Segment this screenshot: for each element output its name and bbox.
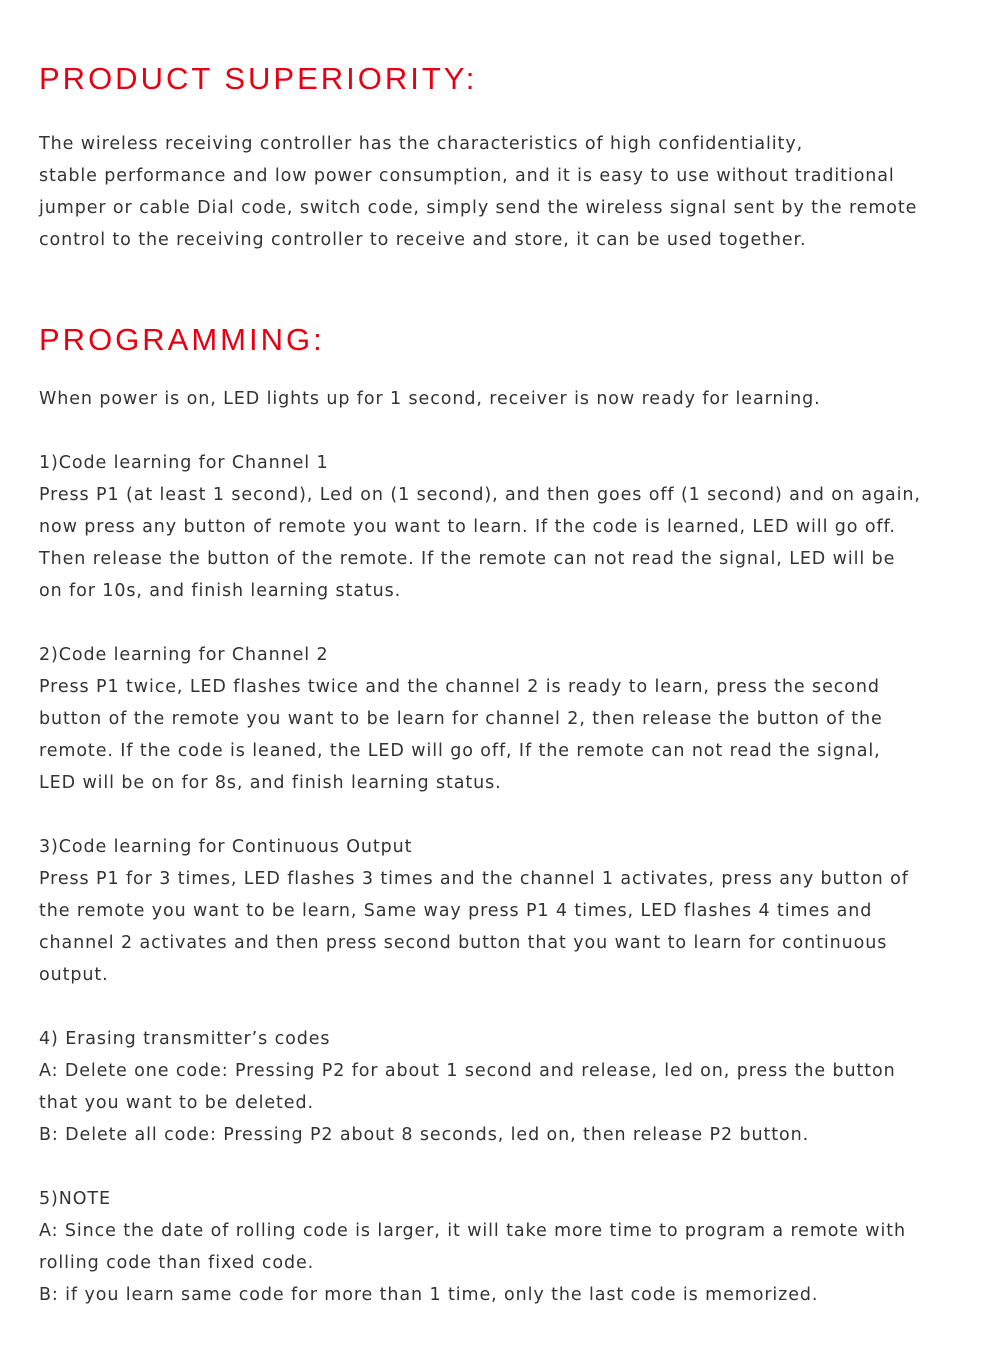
step-note bbox=[39, 1183, 979, 1311]
paragraph-line: jumper or cable Dial code, switch code, simply send the wireless signal sent by the remote bbox=[39, 198, 918, 218]
paragraph-line: stable performance and low power consumption, and it is easy to use without traditional bbox=[39, 166, 895, 186]
step-title: 2)Code learning for Channel 2 bbox=[39, 645, 329, 665]
step-title: 3)Code learning for Continuous Output bbox=[39, 837, 413, 857]
paragraph-line: A: Delete one code: Pressing P2 for about 1 second and release, led on, press the button bbox=[39, 1061, 896, 1081]
paragraph-line: Press P1 for 3 times, LED flashes 3 times and the channel 1 activates, press any button of bbox=[39, 869, 909, 889]
product-superiority-paragraph bbox=[39, 128, 979, 256]
step-title: 1)Code learning for Channel 1 bbox=[39, 453, 329, 473]
paragraph-line: LED will be on for 8s, and finish learning status. bbox=[39, 773, 502, 793]
programming-intro bbox=[39, 383, 979, 415]
step-title: 5)NOTE bbox=[39, 1189, 111, 1209]
paragraph-line: remote. If the code is leaned, the LED will go off, If the remote can not read the signal, bbox=[39, 741, 881, 761]
paragraph-line: Then release the button of the remote. If the remote can not read the signal, LED will be bbox=[39, 549, 896, 569]
paragraph-line: rolling code than fixed code. bbox=[39, 1253, 315, 1273]
paragraph-line: on for 10s, and finish learning status. bbox=[39, 581, 402, 601]
paragraph-line: now press any button of remote you want to learn. If the code is learned, LED will go off. bbox=[39, 517, 896, 537]
step-channel-1 bbox=[39, 447, 979, 607]
paragraph-line: the remote you want to be learn, Same way press P1 4 times, LED flashes 4 times and bbox=[39, 901, 873, 921]
paragraph-line: control to the receiving controller to receive and store, it can be used together. bbox=[39, 230, 807, 250]
paragraph-line: Press P1 (at least 1 second), Led on (1 second), and then goes off (1 second) and on again, bbox=[39, 485, 921, 505]
step-channel-2 bbox=[39, 639, 979, 799]
paragraph-line: B: if you learn same code for more than 1 time, only the last code is memorized. bbox=[39, 1285, 819, 1305]
step-title: 4) Erasing transmitter’s codes bbox=[39, 1029, 331, 1049]
paragraph-line: B: Delete all code: Pressing P2 about 8 seconds, led on, then release P2 button. bbox=[39, 1125, 810, 1145]
paragraph-line: A: Since the date of rolling code is larger, it will take more time to program a remote with bbox=[39, 1221, 907, 1241]
paragraph-line: Press P1 twice, LED flashes twice and the channel 2 is ready to learn, press the second bbox=[39, 677, 880, 697]
paragraph-line: output. bbox=[39, 965, 109, 985]
paragraph-line: channel 2 activates and then press second button that you want to learn for continuous bbox=[39, 933, 888, 953]
programming-heading: PROGRAMMING: bbox=[39, 322, 325, 357]
paragraph-line: button of the remote you want to be learn for channel 2, then release the button of the bbox=[39, 709, 883, 729]
paragraph-line: The wireless receiving controller has the characteristics of high confidentiality, bbox=[39, 134, 804, 154]
step-continuous-output bbox=[39, 831, 979, 991]
step-erasing-codes bbox=[39, 1023, 979, 1151]
paragraph-line: that you want to be deleted. bbox=[39, 1093, 314, 1113]
product-superiority-heading: PRODUCT SUPERIORITY: bbox=[39, 61, 478, 96]
paragraph-line: When power is on, LED lights up for 1 second, receiver is now ready for learning. bbox=[39, 389, 821, 409]
